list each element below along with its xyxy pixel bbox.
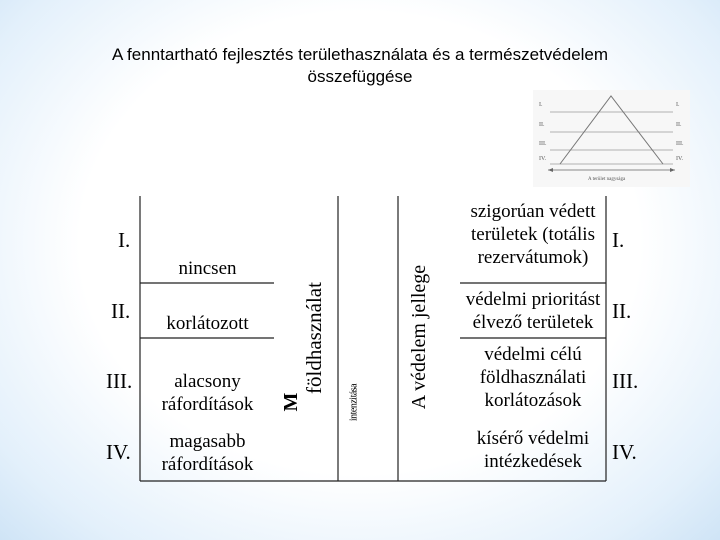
thumbnail-bg — [533, 90, 690, 187]
left-roman-numeral: IV. — [106, 440, 131, 464]
left-cell-line: ráfordítások — [161, 394, 254, 415]
right-cell-line: rezervátumok) — [477, 247, 589, 268]
right-cell-line: földhasználati — [479, 367, 587, 388]
right-roman-numeral: I. — [612, 228, 625, 252]
left-cell-line: ráfordítások — [161, 454, 254, 475]
right-cell — [458, 200, 608, 269]
right-cell-line: szigorúan védett — [470, 201, 596, 222]
left-cell-line: korlátozott — [166, 313, 249, 334]
left-roman-numeral: III. — [106, 369, 133, 393]
thumb-caption: A terület nagysága — [588, 177, 626, 182]
thumb-right-label: III. — [676, 141, 684, 147]
right-cell-line: intézkedések — [483, 451, 583, 472]
right-cell-line: területek (totális — [471, 224, 595, 245]
left-cell — [150, 257, 265, 280]
right-cell — [458, 427, 608, 473]
left-cell — [150, 370, 265, 416]
thumb-left-label: III. — [539, 141, 547, 147]
page-title — [20, 44, 700, 88]
title-line-1: A fenntartható fejlesztés területhasználata és a természetvédelem — [111, 45, 609, 64]
right-cell-line: védelmi célú — [484, 344, 582, 365]
left-cell-line: alacsony — [174, 371, 241, 392]
right-roman-numeral: III. — [612, 369, 639, 393]
vertical-label-intensity: intenzitása — [348, 383, 360, 422]
thumbnail-figure — [533, 90, 690, 187]
right-cell-line: korlátozások — [484, 390, 582, 411]
right-cell — [458, 288, 608, 334]
right-roman-numeral: IV. — [612, 440, 637, 464]
vertical-label-vedelem-jellege: A védelem jellege — [408, 264, 430, 410]
right-roman-numeral: II. — [612, 299, 632, 323]
title-line-2: összefüggése — [307, 67, 413, 86]
right-cell-line: kísérő védelmi — [476, 428, 590, 449]
thumb-left-label: II. — [539, 122, 545, 128]
thumb-left-label: IV. — [539, 156, 547, 162]
thumbnail-svg — [533, 90, 690, 187]
thumb-right-label: II. — [676, 122, 682, 128]
left-cell-line: magasabb — [169, 431, 246, 452]
right-cell — [458, 343, 608, 412]
vertical-label-prefix: M — [280, 392, 302, 412]
vertical-label-foldhasznalat: földhasználat — [302, 282, 326, 394]
thumb-left-label: I. — [539, 102, 543, 108]
left-cell — [150, 312, 265, 335]
thumb-right-label: IV. — [676, 156, 684, 162]
right-cell-line: élvező területek — [472, 312, 594, 333]
left-cell — [150, 430, 265, 476]
right-cell-line: védelmi prioritást — [465, 289, 601, 310]
left-roman-numeral: I. — [118, 228, 131, 252]
thumb-right-label: I. — [676, 102, 680, 108]
left-cell-line: nincsen — [178, 258, 237, 279]
left-roman-numeral: II. — [111, 299, 131, 323]
